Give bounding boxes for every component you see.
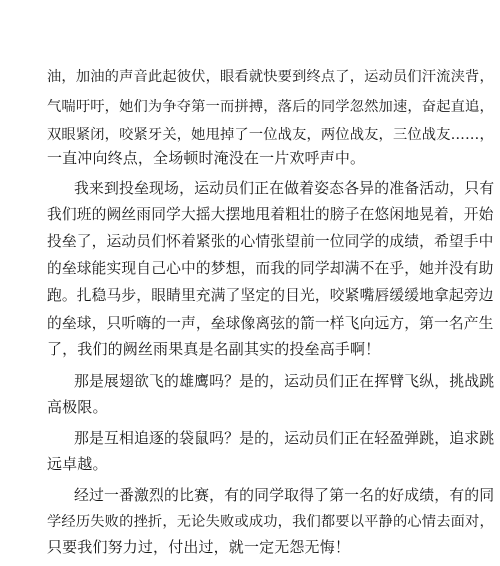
- paragraph-line: 气喘吁吁，她们为争夺第一而拼搏，落后的同学忽然加速，奋起直追，: [47, 99, 494, 115]
- paragraph-line: 的垒球能实现自己心中的梦想，而我的同学却满不在乎，她并没有助: [47, 260, 494, 277]
- paragraph-line: 只要我们努力过，付出过，就一定无怨无悔！: [47, 538, 351, 556]
- paragraph-line: 经过一番激烈的比赛，有的同学取得了第一名的好成绩，有的同: [74, 486, 495, 504]
- paragraph-line: 高极限。: [47, 398, 108, 416]
- paragraph-line: 的垒球，只听嗨的一声，垒球像离弦的箭一样飞向远方，第一名产生: [47, 315, 494, 332]
- paragraph-line: 了，我们的阙丝雨果真是名副其实的投垒高手啊！: [47, 340, 381, 358]
- paragraph-line: 跑。扎稳马步，眼睛里充满了坚定的目光，咬紧嘴唇缓缓地拿起旁边: [47, 287, 494, 304]
- paragraph-line: 我们班的阙丝雨同学大摇大摆地甩着粗壮的膀子在悠闲地晃着，开始: [47, 206, 494, 223]
- paragraph-line: 学经历失败的挫折，无论失败或成功，我们都要以平静的心情去面对，: [47, 514, 494, 530]
- paragraph-line: 远卓越。: [47, 455, 108, 473]
- paragraph-line: 一直冲向终点，全场顿时淹没在一片欢呼声中。: [47, 149, 366, 167]
- paragraph-line: 那是展翅欲飞的雄鹰吗？是的，运动员们正在挥臂飞纵，挑战跳: [74, 372, 495, 390]
- paragraph-line: 双眼紧闭，咬紧牙关，她甩掉了一位战友，两位战友，三位战友……，: [47, 127, 494, 143]
- paragraph-line: 投垒了，运动员们怀着紧张的心情张望前一位同学的成绩，希望手中: [47, 233, 494, 250]
- paragraph-line: 油，加油的声音此起彼伏，眼看就快要到终点了，运动员们汗流浃背，: [47, 69, 494, 85]
- paragraph-line: 我来到投垒现场，运动员们正在做着姿态各异的准备活动，只有: [74, 179, 495, 197]
- paragraph-line: 那是互相追逐的袋鼠吗？是的，运动员们正在轻盈弹跳，追求跳: [74, 429, 495, 447]
